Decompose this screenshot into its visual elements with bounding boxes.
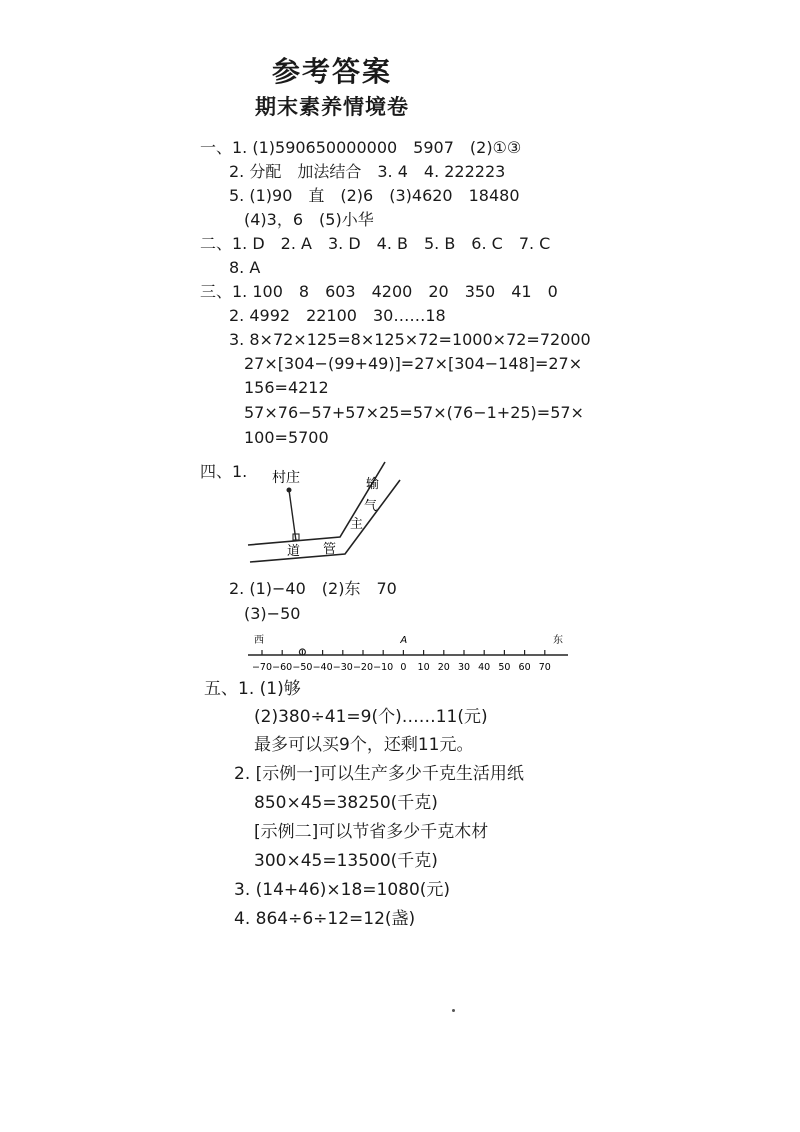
- west-label: 西: [254, 635, 264, 646]
- answer-line: (3)−50: [244, 604, 301, 623]
- answer-line: 3. (14+46)×18=1080(元): [234, 880, 451, 900]
- answer-line: 一、1. (1)590650000000 5907 (2)①③: [200, 138, 522, 157]
- number-line-tick-label: −20: [352, 662, 374, 673]
- east-label: 东: [553, 635, 563, 646]
- pipeline-diagram: [0, 450, 800, 580]
- number-line-tick-label: 0: [400, 662, 407, 673]
- pipe-label-char: 输: [366, 477, 380, 492]
- answer-line: 5. (1)90 直 (2)6 (3)4620 18480: [229, 186, 520, 205]
- answer-line: 三、1. 100 8 603 4200 20 350 41 0: [200, 282, 558, 301]
- answer-line: 850×45=38250(千克): [254, 793, 438, 813]
- number-line-tick-label: 30: [457, 662, 471, 673]
- point-a-label: A: [400, 635, 408, 646]
- pipe-label-char: 道: [287, 544, 301, 559]
- number-line-tick-label: 10: [417, 662, 430, 673]
- number-line-tick-label: 50: [498, 662, 511, 673]
- answer-line: 57×76−57+57×25=57×(76−1+25)=57×: [244, 403, 584, 422]
- answer-line: 最多可以买9个，还剩11元。: [254, 735, 474, 755]
- pipe-label-char: 管: [323, 542, 337, 557]
- number-line-tick-label: 40: [478, 662, 491, 673]
- answer-line: 二、1. D 2. A 3. D 4. B 5. B 6. C 7. C: [200, 234, 551, 253]
- answer-line: (4)3，6 (5)小华: [244, 210, 374, 229]
- number-line-tick-label: −50: [292, 662, 313, 673]
- answer-line: [示例二]可以节省多少千克木材: [254, 822, 489, 842]
- answer-line: 3. 8×72×125=8×125×72=1000×72=72000: [229, 330, 591, 349]
- stray-dot: [452, 1009, 455, 1012]
- answer-line: 2. (1)−40 (2)东 70: [229, 579, 397, 598]
- answer-line: 2. 4992 22100 30……18: [229, 306, 446, 325]
- answer-line: (2)380÷41=9(个)……11(元): [254, 707, 488, 727]
- answer-line: 四、1.: [200, 462, 248, 481]
- answer-line: 8. A: [229, 258, 261, 277]
- answer-line: 27×[304−(99+49)]=27×[304−148]=27×: [244, 354, 583, 373]
- answer-line: 五、1. (1)够: [204, 679, 301, 699]
- answer-line: 4. 864÷6÷12=12(盏): [234, 909, 416, 929]
- number-line-tick-label: −60: [272, 662, 293, 673]
- page-title: 参考答案: [272, 55, 393, 88]
- pipe-label-char: 气: [364, 499, 378, 514]
- number-line-tick-label: −30: [332, 662, 353, 673]
- number-line-tick-label: 60: [518, 662, 531, 673]
- number-line-tick-label: −70: [251, 662, 273, 673]
- answer-line: 100=5700: [244, 428, 329, 447]
- number-line-tick-label: −10: [373, 662, 394, 673]
- answer-line: 2. [示例一]可以生产多少千克生活用纸: [234, 764, 524, 784]
- pipe-label-char: 主: [350, 517, 364, 532]
- page-subtitle: 期末素养情境卷: [255, 95, 409, 119]
- number-line: [0, 628, 800, 678]
- answer-line: 2. 分配 加法结合 3. 4 4. 222223: [229, 162, 506, 181]
- number-line-tick-label: 70: [538, 662, 551, 673]
- answer-line: 156=4212: [244, 378, 329, 397]
- number-line-tick-label: 20: [437, 662, 450, 673]
- village-label: 村庄: [272, 470, 300, 486]
- answer-line: 300×45=13500(千克): [254, 851, 438, 871]
- number-line-tick-label: −40: [312, 662, 333, 673]
- perpendicular-line: [289, 490, 296, 541]
